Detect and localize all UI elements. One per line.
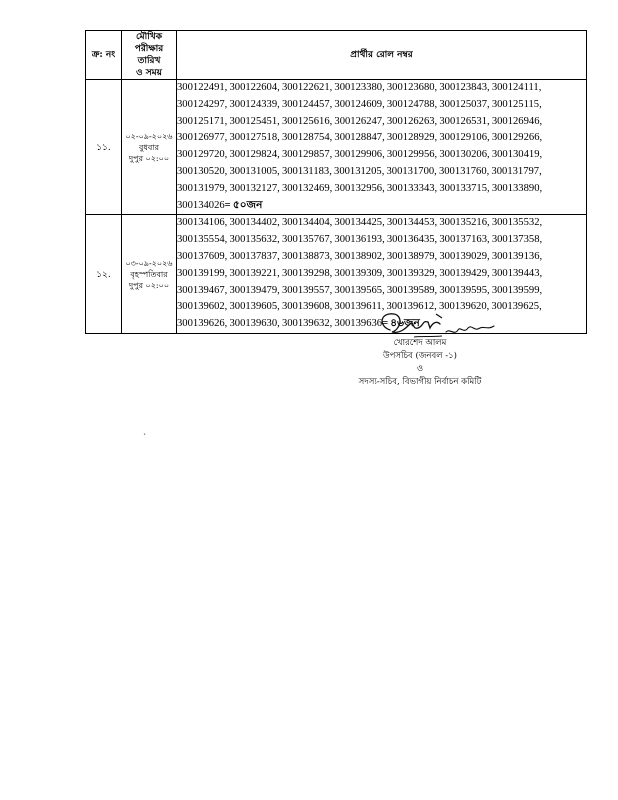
roll-number: 300139632	[281, 318, 330, 330]
row-date: ০৩-০৯-২০২৬	[125, 258, 173, 268]
roll-number: 300126263	[386, 115, 435, 127]
roll-number: 300126531	[439, 115, 488, 127]
roll-number: 300130520	[177, 165, 225, 177]
roll-number: 300134106	[177, 217, 225, 229]
roll-number: 300133343	[386, 182, 435, 194]
roll-number: 300137163	[439, 234, 488, 246]
roll-number: 300124111	[491, 82, 539, 93]
row-time: দুপুর ০২:০০	[128, 153, 170, 163]
roll-number: 300139557	[281, 284, 330, 296]
roll-number: 300132469	[281, 182, 330, 194]
roll-number: 300138979	[386, 250, 435, 262]
signatory-role: সদস্য-সচিব, বিভাগীয় নির্বাচন কমিটি	[358, 377, 482, 387]
roll-number: 300139602	[177, 301, 225, 313]
roll-number: 300131700	[386, 165, 435, 177]
roll-table	[85, 30, 587, 334]
roll-number: 300129906	[334, 149, 383, 161]
roll-number: 300125451	[229, 115, 278, 127]
roll-number: 300131979	[177, 182, 225, 194]
roll-number: 300132956	[334, 182, 383, 194]
roll-number: 300131005	[229, 165, 278, 177]
roll-number: 300139595	[439, 284, 488, 296]
row-total: = ৪৬জন	[382, 318, 420, 330]
roll-number: 300139599	[491, 284, 540, 296]
roll-number: 300124297	[177, 98, 225, 110]
roll-number: 300138902	[334, 250, 383, 262]
row-day: বৃহস্পতিবার	[130, 269, 168, 279]
header-date-time	[122, 31, 177, 80]
roll-number: 300128847	[334, 132, 383, 144]
roll-number: 300132127	[229, 182, 278, 194]
roll-number: 300139605	[229, 301, 278, 313]
roll-number: 300131797	[491, 165, 540, 177]
roll-number: 300125171	[177, 115, 225, 127]
roll-number: 300127518	[229, 132, 278, 144]
roll-number: 300130206	[439, 149, 488, 161]
roll-number: 300139612	[386, 301, 435, 313]
roll-number: 300135554	[177, 234, 225, 246]
roll-number: 300124788	[386, 98, 435, 110]
signature-block	[335, 337, 505, 389]
roll-number: 300125616	[281, 115, 330, 127]
roll-number: 300134453	[386, 217, 435, 229]
roll-number: 300139029	[439, 250, 488, 262]
roll-number: 300133890	[491, 182, 540, 194]
stray-mark: ˋ	[143, 433, 147, 442]
roll-number: 300129824	[229, 149, 278, 161]
row-date-time	[122, 80, 177, 215]
roll-number: 300139636	[334, 318, 383, 330]
row-total: = ৫০জন	[224, 199, 263, 211]
header-date-line1: মৌখিক	[135, 32, 162, 42]
roll-number: 300135216	[439, 217, 488, 229]
roll-number: 300134404	[281, 217, 330, 229]
roll-number: 300135532	[491, 217, 540, 229]
roll-number: 300124609	[334, 98, 383, 110]
roll-number: 300139221	[229, 267, 278, 279]
roll-number: 300126977	[177, 132, 225, 144]
roll-number: 300139329	[386, 267, 435, 279]
signatory-name: খোরশেদ আলম	[393, 338, 447, 348]
header-roll-numbers: প্রার্থীর রোল নম্বর	[177, 31, 587, 80]
roll-number: 300139199	[177, 267, 225, 279]
signatory-and: ও	[416, 364, 424, 374]
roll-number: 300131760	[438, 165, 487, 177]
roll-number: 300134425	[334, 217, 383, 229]
roll-number: 300125037	[439, 98, 488, 110]
roll-number: 300139626	[177, 318, 225, 330]
roll-number: 300136193	[334, 234, 383, 246]
row-roll-numbers: 300122491, 300122604, 300122621, 300123380, 300123680, 300123843, 300124111, 300124297, 300124339, 300124457, 300124609, 300124788, 300125037, 300125115, 300125171, 300125451, 300125616, 300126247, 300126263, 300126531, 300126946, 300126977, 300127518, 300128754, 300128847, 300128929, 300129106, 300129266, 300129720, 300129824, 300129857, 300129906, 300129956, 300130206, 300130419, 300130520, 300131005, 300131183, 300131205, 300131700, 300131760, 300131797, 300131979, 300132127, 300132469, 300132956, 300133343, 300133715, 300133890, 300134026= ৫০জন	[177, 80, 587, 215]
roll-number: 300126946	[491, 115, 540, 127]
roll-number: 300134402	[229, 217, 278, 229]
roll-number: 300139136	[491, 250, 540, 262]
header-serial: ক্র: নং	[86, 31, 122, 80]
row-time: দুপুর ০২:০০	[128, 280, 170, 290]
roll-number: 300137609	[177, 250, 225, 262]
roll-number: 300139309	[334, 267, 383, 279]
row-day: বুধবার	[138, 142, 160, 152]
roll-number: 300123680	[386, 82, 435, 93]
roll-number: 300122604	[229, 82, 278, 93]
roll-number: 300124457	[281, 98, 330, 110]
table-row	[86, 80, 587, 215]
roll-number: 300123380	[334, 82, 383, 93]
roll-number: 300139589	[386, 284, 435, 296]
roll-number: 300139443	[491, 267, 540, 279]
roll-number: 300135632	[229, 234, 278, 246]
roll-number: 300139608	[281, 301, 330, 313]
roll-number: 300133715	[439, 182, 488, 194]
roll-number: 300135767	[281, 234, 330, 246]
header-date-line2: পরীক্ষার তারিখ	[134, 44, 164, 66]
roll-number: 300129720	[177, 149, 225, 161]
roll-number: 300129106	[439, 132, 488, 144]
roll-number: 300124339	[229, 98, 278, 110]
roll-number: 300139565	[334, 284, 383, 296]
roll-number: 300138873	[281, 250, 330, 262]
roll-number: 300139620	[438, 301, 487, 313]
roll-number: 300137837	[229, 250, 278, 262]
roll-number: 300129266	[491, 132, 540, 144]
row-roll-numbers: 300134106, 300134402, 300134404, 300134425, 300134453, 300135216, 300135532, 300135554, 300135632, 300135767, 300136193, 300136435, 300137163, 300137358, 300137609, 300137837, 300138873, 300138902, 300138979, 300139029, 300139136, 300139199, 300139221, 300139298, 300139309, 300139329, 300139429, 300139443, 300139467, 300139479, 300139557, 300139565, 300139589, 300139595, 300139599, 300139602, 300139605, 300139608, 300139611, 300139612, 300139620, 300139625, 300139626, 300139630, 300139632, 300139636= ৪৬জন	[177, 215, 587, 334]
header-date-line3: ও সময়	[135, 68, 162, 78]
roll-number: 300139479	[229, 284, 278, 296]
roll-number: 300128754	[281, 132, 330, 144]
roll-number: 300122621	[281, 82, 330, 93]
roll-number: 300134026	[177, 199, 225, 211]
table-row	[86, 215, 587, 334]
roll-number: 300125115	[491, 98, 540, 110]
roll-number: 300137358	[491, 234, 540, 246]
row-date: ০২-০৯-২০২৬	[125, 131, 173, 141]
roll-number: 300139630	[229, 318, 278, 330]
row-date-time	[122, 215, 177, 334]
roll-number: 300122491	[177, 82, 225, 93]
signatory-title: উপসচিব (জনবল -১)	[383, 351, 457, 361]
roll-number: 300139429	[439, 267, 488, 279]
roll-number: 300139467	[177, 284, 225, 296]
table-header-row	[86, 31, 587, 80]
roll-number: 300128929	[386, 132, 435, 144]
roll-number: 300131205	[334, 165, 382, 177]
roll-number: 300139298	[281, 267, 330, 279]
roll-number: 300123843	[439, 82, 488, 93]
roll-number: 300131183	[281, 165, 330, 177]
roll-number: 300136435	[386, 234, 435, 246]
roll-number: 300129857	[281, 149, 330, 161]
roll-number: 300139625	[491, 301, 540, 313]
roll-number: 300126247	[334, 115, 383, 127]
roll-number: 300130419	[491, 149, 540, 161]
row-serial: ১২.	[86, 215, 122, 334]
roll-number: 300139611	[334, 301, 382, 313]
row-serial: ১১.	[86, 80, 122, 215]
roll-number: 300129956	[386, 149, 435, 161]
